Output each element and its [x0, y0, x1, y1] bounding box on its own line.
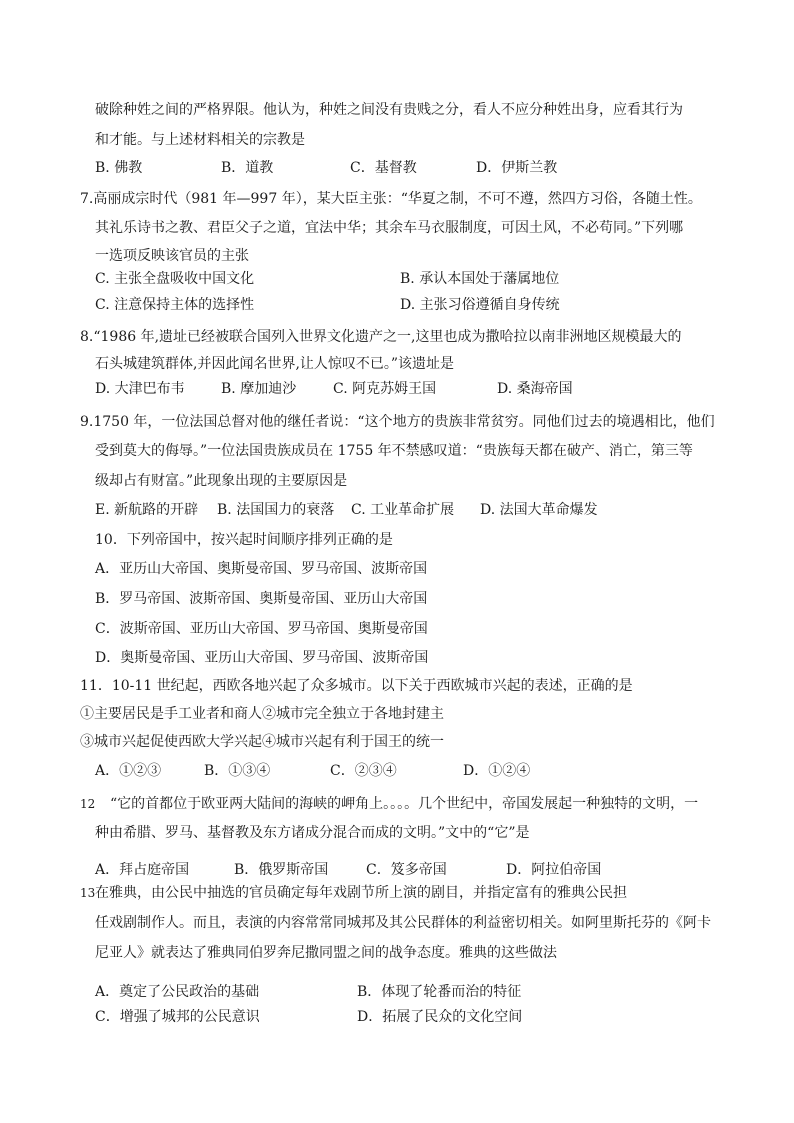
q10-option-4: D．奥斯曼帝国、亚历山大帝国、罗马帝国、波斯帝国	[95, 650, 429, 666]
q12-stem-line-1: “它的首都位于欧亚两大陆间的海峡的岬角上。。。。几个世纪中，帝国发展起一种独特的文明，一	[110, 796, 699, 812]
q13-option-2: B．体现了轮番而治的特征	[357, 984, 522, 1000]
q11-option-1: A．①②③	[95, 763, 162, 779]
q11-option-3: C．②③④	[330, 763, 397, 779]
q6-stem-line-2: 和才能。与上述材料相关的宗教是	[95, 132, 305, 148]
q10-option-3: C．波斯帝国、亚历山大帝国、罗马帝国、奥斯曼帝国	[95, 621, 428, 637]
q10-option-1: A．亚历山大帝国、奥斯曼帝国、罗马帝国、波斯帝国	[95, 561, 428, 577]
q9-stem-line-3: 级却占有财富。”此现象出现的主要原因是	[95, 473, 348, 489]
q12-stem-line-2: 种由希腊、罗马、基督教及东方诸成分混合而成的文明。”文中的“它”是	[95, 825, 530, 841]
q6-option-1: B. 佛教	[95, 160, 143, 176]
q9-option-2: B. 法国国力的衰落	[217, 502, 335, 518]
q7-stem-line-2: 其礼乐诗书之教、君臣父子之道，宜法中华；其余车马衣服制度，可因土风，不必苟同。”下列哪	[95, 220, 684, 236]
q8-stem-line-1: 8.“1986 年,遗址已经被联合国列入世界文化遗产之一,这里也成为撒哈拉以南非洲地区规模最大的	[80, 329, 682, 345]
q8-option-3: C. 阿克苏姆王国	[333, 381, 437, 397]
q10-stem: 10．下列帝国中，按兴起时间顺序排列正确的是	[95, 532, 393, 548]
q8-option-1: D. 大津巴布韦	[95, 381, 185, 397]
q12-option-2: B．俄罗斯帝国	[234, 862, 329, 878]
q7-option-1: C. 主张全盘吸收中国文化	[95, 271, 255, 287]
q7-stem-line-3: 一选项反映该官员的主张	[95, 248, 249, 264]
q13-option-1: A．奠定了公民政治的基础	[95, 984, 260, 1000]
q11-item-line-2: ③城市兴起促使西欧大学兴起④城市兴起有利于国王的统一	[80, 734, 444, 750]
q11-item-line-1: ①主要居民是手工业者和商人②城市完全独立于各地封建主	[80, 706, 444, 722]
q9-option-1: E. 新航路的开辟	[95, 502, 199, 518]
q9-stem-line-2: 受到莫大的侮辱。”一位法国贵族成员在 1755 年不禁感叹道：“贵族每天都在破产、消亡，第三等	[95, 443, 693, 459]
q8-option-2: B. 摩加迪沙	[221, 381, 297, 397]
q10-option-2: B．罗马帝国、波斯帝国、奥斯曼帝国、亚历山大帝国	[95, 591, 428, 607]
q12-option-3: C．笈多帝国	[366, 862, 447, 878]
q8-option-4: D. 桑海帝国	[497, 381, 573, 397]
q13-stem-line-3: 尼亚人》就表达了雅典同伯罗奔尼撒同盟之间的战争态度。雅典的这些做法	[95, 945, 557, 961]
q7-option-4: D. 主张习俗遵循自身传统	[400, 297, 560, 313]
q8-stem-line-2: 石头城建筑群体,并因此闻名世界,让人惊叹不已。”该遗址是	[95, 356, 455, 372]
q11-option-2: B．①③④	[204, 763, 271, 779]
q13-option-3: C．增强了城邦的公民意识	[95, 1009, 260, 1025]
q13-stem-line-1: 在雅典，由公民中抽选的官员确定每年戏剧节所上演的剧目，并指定富有的雅典公民担	[95, 885, 627, 901]
q13-stem-line-2: 任戏剧制作人。而且，表演的内容常常同城邦及其公民群体的利益密切相关。如阿里斯托芬的《阿卡	[95, 915, 711, 931]
q6-stem-line-1: 破除种姓之间的严格界限。他认为，种姓之间没有贵贱之分，看人不应分种姓出身，应看其行为	[95, 102, 683, 118]
q6-option-2: B．道教	[221, 160, 274, 176]
q6-option-3: C．基督教	[350, 160, 417, 176]
q9-option-4: D. 法国大革命爆发	[480, 502, 598, 518]
q13-number: 13	[80, 886, 96, 900]
q6-option-4: D．伊斯兰教	[476, 160, 558, 176]
q12-option-4: D．阿拉伯帝国	[506, 862, 602, 878]
q7-stem-line-1: 7.高丽成宗时代（981 年—997 年），某大臣主张：“华夏之制，不可不遵，然四方习俗，各随土性。	[80, 191, 702, 207]
q12-number: 12	[80, 797, 96, 811]
q12-option-1: A．拜占庭帝国	[95, 862, 190, 878]
q11-option-4: D．①②④	[463, 763, 531, 779]
q7-option-2: B. 承认本国处于藩属地位	[400, 271, 560, 287]
q13-option-4: D．拓展了民众的文化空间	[357, 1009, 523, 1025]
q9-option-3: C. 工业革命扩展	[351, 502, 455, 518]
q11-stem: 11．10-11 世纪起，西欧各地兴起了众多城市。以下关于西欧城市兴起的表述，正确的是	[80, 678, 633, 694]
q7-option-3: C. 注意保持主体的选择性	[95, 297, 255, 313]
q9-stem-line-1: 9.1750 年，一位法国总督对他的继任者说：“这个地方的贵族非常贫穷。同他们过去的境遇相比，他们	[80, 414, 715, 430]
